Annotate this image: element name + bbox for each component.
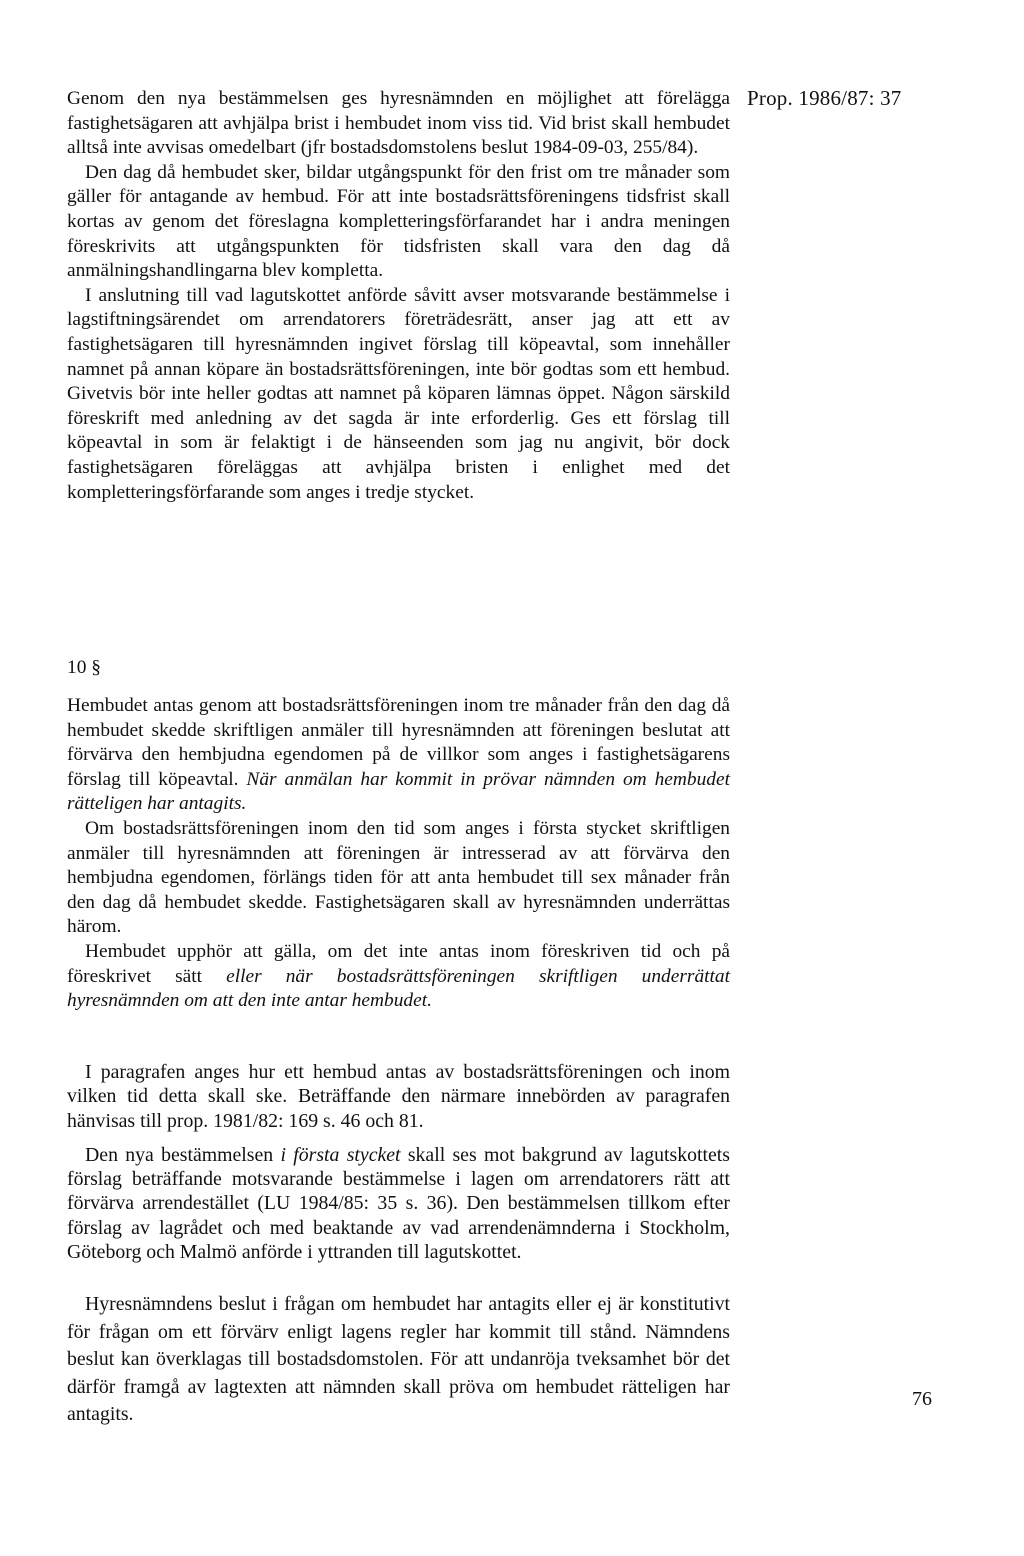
commentary-bottom-paragraph-1: I paragrafen anges hur ett hembud antas av bostadsrättsföreningen och inom vilken tid detta skall ske. Beträffande den närmare innebörden av paragrafen hänvisas till prop. 1981/82: 169 s. 46 och 81. — [67, 1061, 730, 1132]
commentary-bottom-paragraph-2 — [67, 1143, 730, 1264]
commentary-final — [67, 1291, 730, 1429]
commentary-bottom-p2-italic: i första stycket — [280, 1143, 401, 1166]
statute-p1-text: Hembudet antas genom att bostadsrättsföreningen inom tre månader från den dag då hembudet skedde skriftligen anmäler till hyresnämnden att föreningen beslutat att förvärva den hembjudna egendomen på de villkor som anges i fastighetsägarens förslag till köpeavtal. — [67, 695, 730, 790]
statute-p3-amendment: eller när bostadsrättsföreningen skriftligen underrättat hyresnämnden om att den inte antar hembudet. — [67, 965, 730, 1012]
page-number: 76 — [912, 1388, 932, 1410]
statute-p3-text: Hembudet upphör att gälla, om det inte antas inom föreskriven tid och på föreskrivet sätt — [67, 940, 730, 987]
commentary-bottom-p2-rest: skall ses mot bakgrund av lagutskottets förslag beträffande motsvarande bestämmelse i lagen om arrendatorers rätt att förvärva arrendestället (LU 1984/85: 35 s. 36). Den bestämmelsen tillkom efter förslag av lagrådet och med beaktande av vad arrendenämnderna i Stockholm, Göteborg och Malmö anförde i yttranden till lagutskottet. — [67, 1143, 730, 1264]
commentary-paragraph-3: I anslutning till vad lagutskottet anförde såvitt avser motsvarande bestämmelse i lagstiftningsärendet om arrendatorers företrädesrätt, anser jag att ett av fastighetsägaren till hyresnämnden ingivet förslag till köpeavtal, som innehåller namnet på annan köpare än bostadsrättsföreningen, inte bör godtas som ett hembud. Givetvis bör inte heller godtas att namnet på köparen lämnas öppet. Någon särskild föreskrift med anledning av det sagda är inte erforderlig. Ges ett förslag till köpeavtal in som är felaktigt i de hänseenden som jag nu angivit, bör dock fastighetsägaren föreläggas att avhjälpa bristen i enlighet med det kompletteringsförfarande som anges i tredje stycket. — [67, 284, 730, 503]
statute-text — [67, 694, 730, 1014]
commentary-paragraph-2: Den dag då hembudet sker, bildar utgångspunkt för den frist om tre månader som gäller för antagande av hembud. För att inte bostadsrättsföreningens tidsfrist skall kortas av genom det föreslagna kompletteringsförfarandet har i andra meningen föreskrivits att utgångspunkten för tidsfristen skall vara den dag då anmälningshandlingarna blev kompletta. — [67, 161, 730, 282]
commentary-top — [67, 87, 730, 505]
commentary-bottom — [67, 1060, 730, 1264]
commentary-bottom-p2-lead: Den nya bestämmelsen — [85, 1143, 274, 1166]
statute-p1-amendment: När anmälan har kommit in prövar nämnden om hembudet rätteligen har antagits. — [67, 768, 730, 815]
statute-paragraph-2: Om bostadsrättsföreningen inom den tid som anges i första stycket skriftligen anmäler till hyresnämnden att föreningen är intresserad av att förvärva den hembjudna egendomen, förlängs tiden för att anta hembudet till sex månader från den dag då hembudet skedde. Fastighetsägaren skall av hyresnämnden underrättas härom. — [67, 817, 730, 938]
statute-paragraph-3 — [67, 940, 730, 1014]
commentary-final-paragraph: Hyresnämndens beslut i frågan om hembudet har antagits eller ej är konstitutivt för frågan om ett förvärv enligt lagens regler har kommit till stånd. Nämndens beslut kan överklagas till bostadsdomstolen. För att undanröja tveksamhet bör det därför framgå av lagtexten att nämnden skall pröva om hembudet rätteligen har antagits. — [67, 1293, 730, 1425]
commentary-paragraph-1: Genom den nya bestämmelsen ges hyresnämnden en möjlighet att förelägga fastighetsägaren att avhjälpa brist i hembudet inom viss tid. Vid brist skall hembudet alltså inte avvisas omedelbart (jfr bostadsdomstolens beslut 1984-09-03, 255/84). — [67, 88, 730, 159]
proposition-reference: Prop. 1986/87: 37 — [747, 86, 902, 110]
section-heading: 10 § — [67, 657, 101, 678]
statute-paragraph-1 — [67, 694, 730, 817]
